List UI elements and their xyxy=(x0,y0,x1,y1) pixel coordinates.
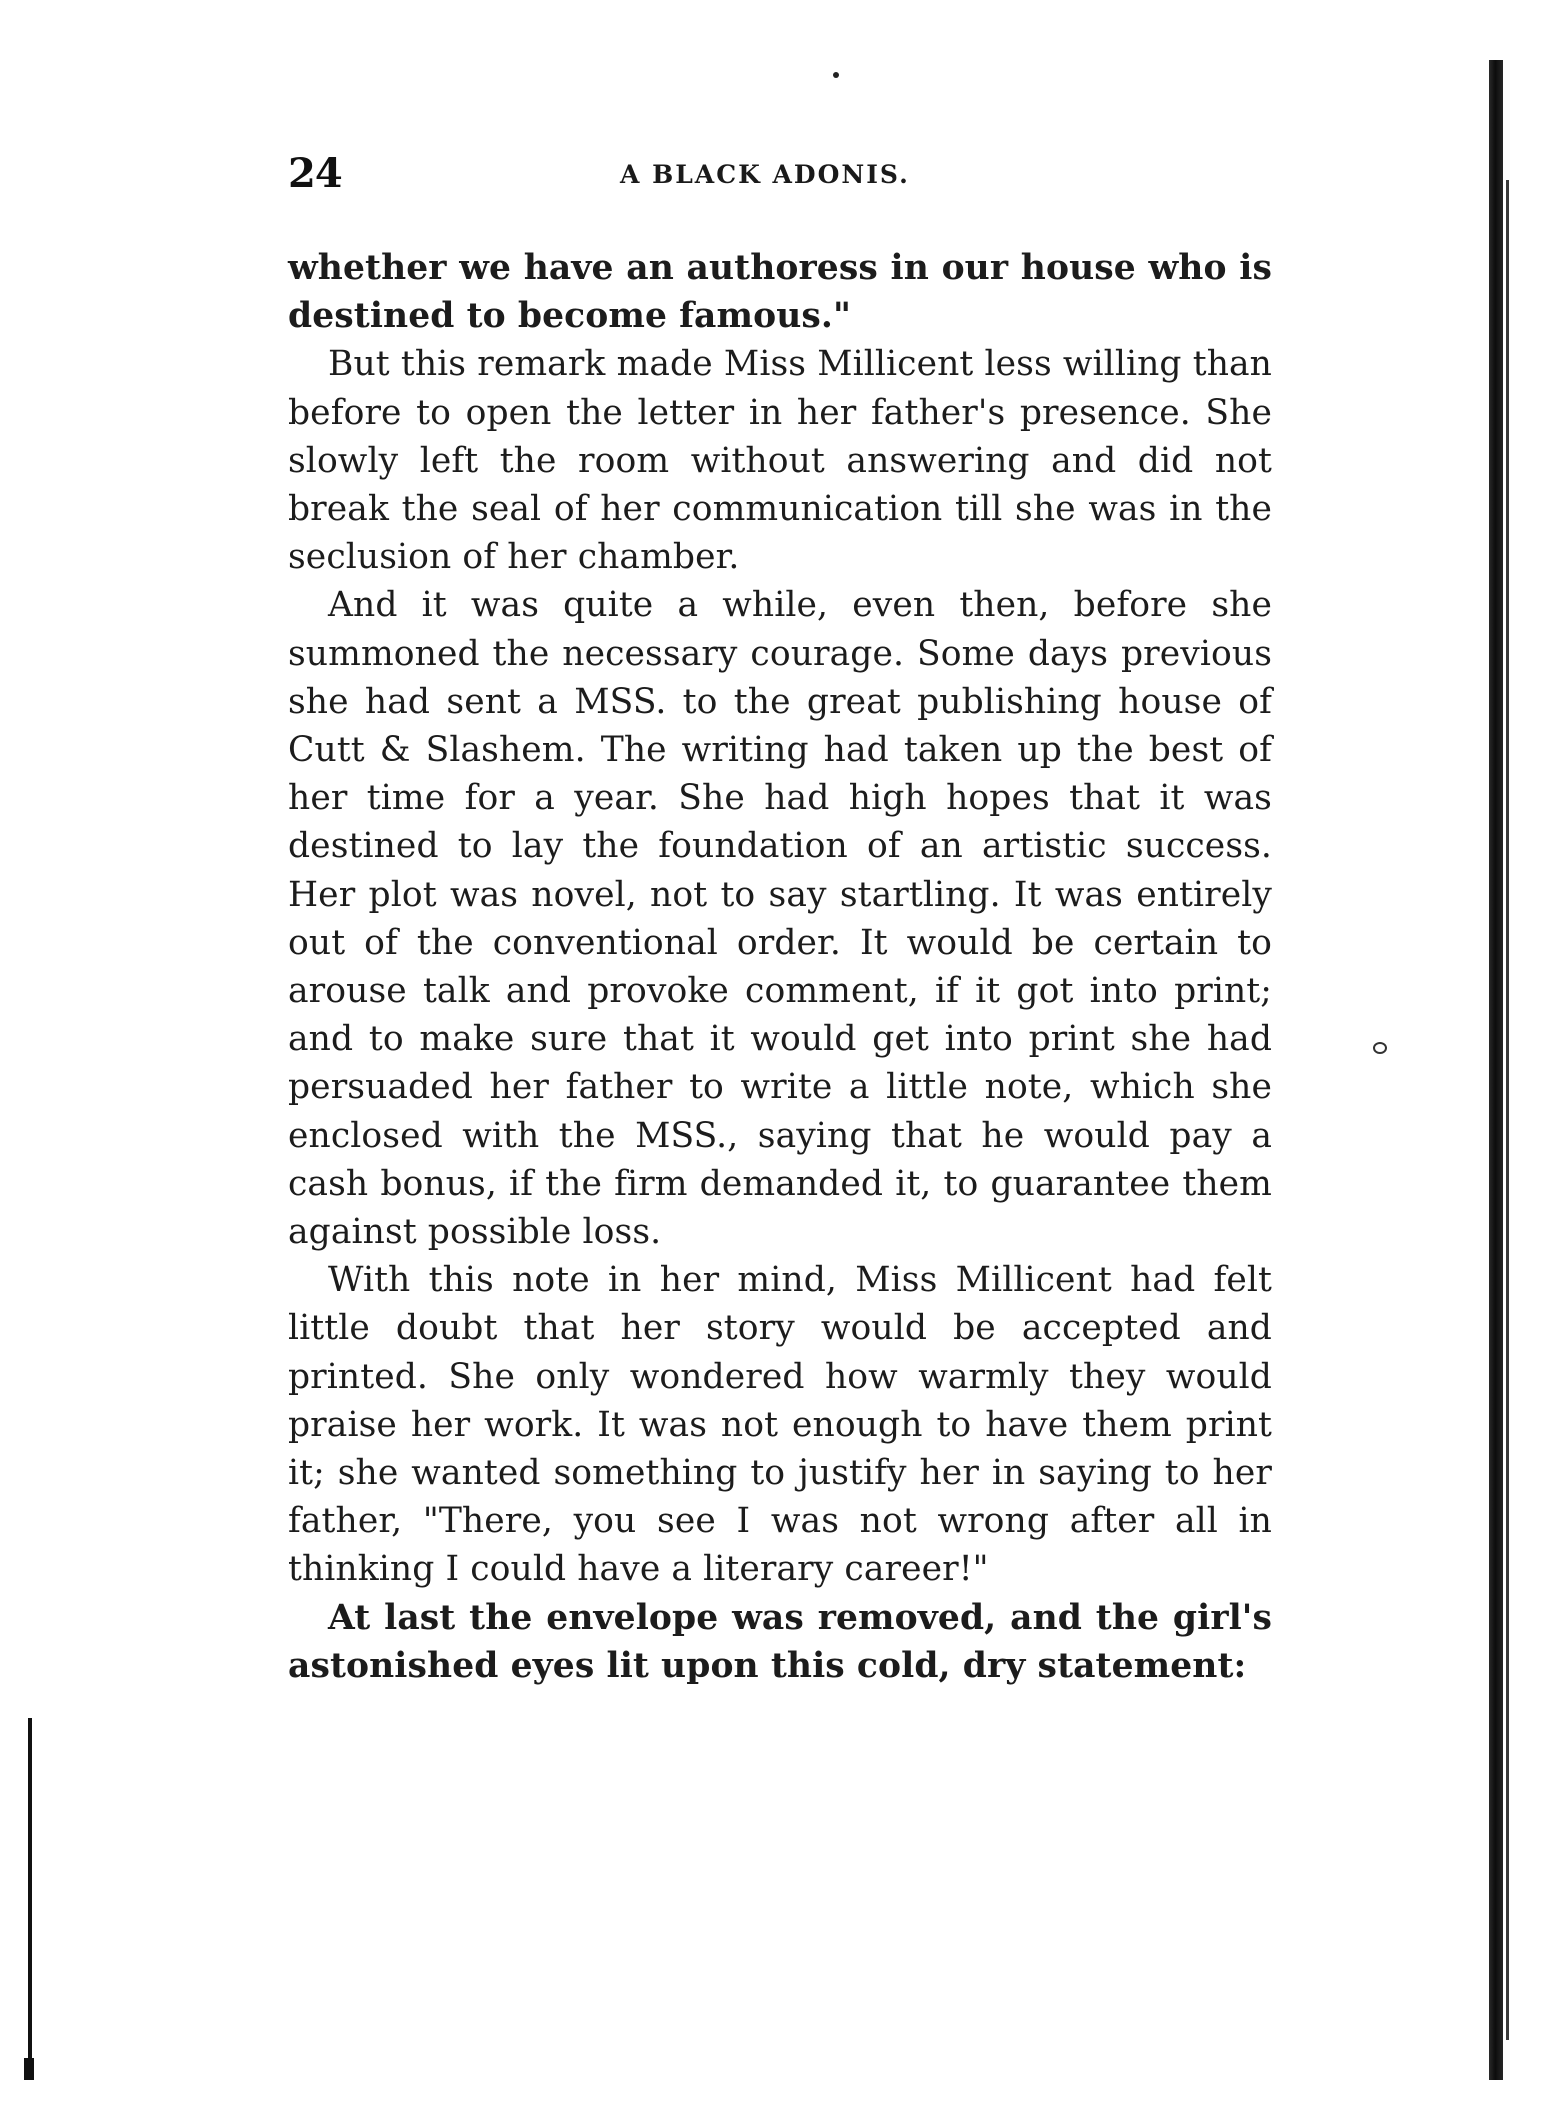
paragraph: With this note in her mind, Miss Millicent had felt little doubt that her story would be accepted and printed. She only wondered how warmly they would praise her work. It was not enough to have them print it; she wanted something to justify her in saying to her father, "There, you see I was not wrong after all in thinking I could have a literary career!" xyxy=(288,1260,1272,1590)
margin-mark xyxy=(1373,1042,1387,1054)
binding-shadow-line xyxy=(1506,180,1509,2040)
paragraph: But this remark made Miss Millicent less willing than before to open the letter in her father's presence. She slowly left the room without answering and did not break the seal of her communication till she was in the seclusion of her chamber. xyxy=(288,344,1272,578)
binding-shadow xyxy=(1489,60,1503,2080)
scan-edge-line xyxy=(28,1718,32,2078)
paragraph: And it was quite a while, even then, before she summoned the necessary courage. Some days previous she had sent a MSS. to the great publishing house of Cutt & Slashem. The writing had taken up the best of her time for a year. She had high hopes that it was destined to lay the foundation of an artistic success. Her plot was novel, not to say startling. It was entirely out of the conventional order. It would be certain to arouse talk and provoke comment, if it got into print; and to make sure that it would get into print she had persuaded her father to write a little note, which she enclosed with the MSS., saying that he would pay a cash bonus, if the firm demanded it, to guarantee them against possible loss. xyxy=(288,585,1272,1253)
body-text xyxy=(288,244,1272,1690)
scan-edge-mark xyxy=(24,2058,34,2080)
page-number: 24 xyxy=(288,150,342,197)
page-header xyxy=(288,150,1272,210)
paragraph-continuation: whether we have an authoress in our house who is destined to become famous." xyxy=(288,248,1272,337)
paragraph: At last the envelope was removed, and the girl's astonished eyes lit upon this cold, dry statement: xyxy=(288,1597,1272,1686)
running-title: A BLACK ADONIS. xyxy=(620,160,910,189)
print-speck xyxy=(833,72,839,78)
